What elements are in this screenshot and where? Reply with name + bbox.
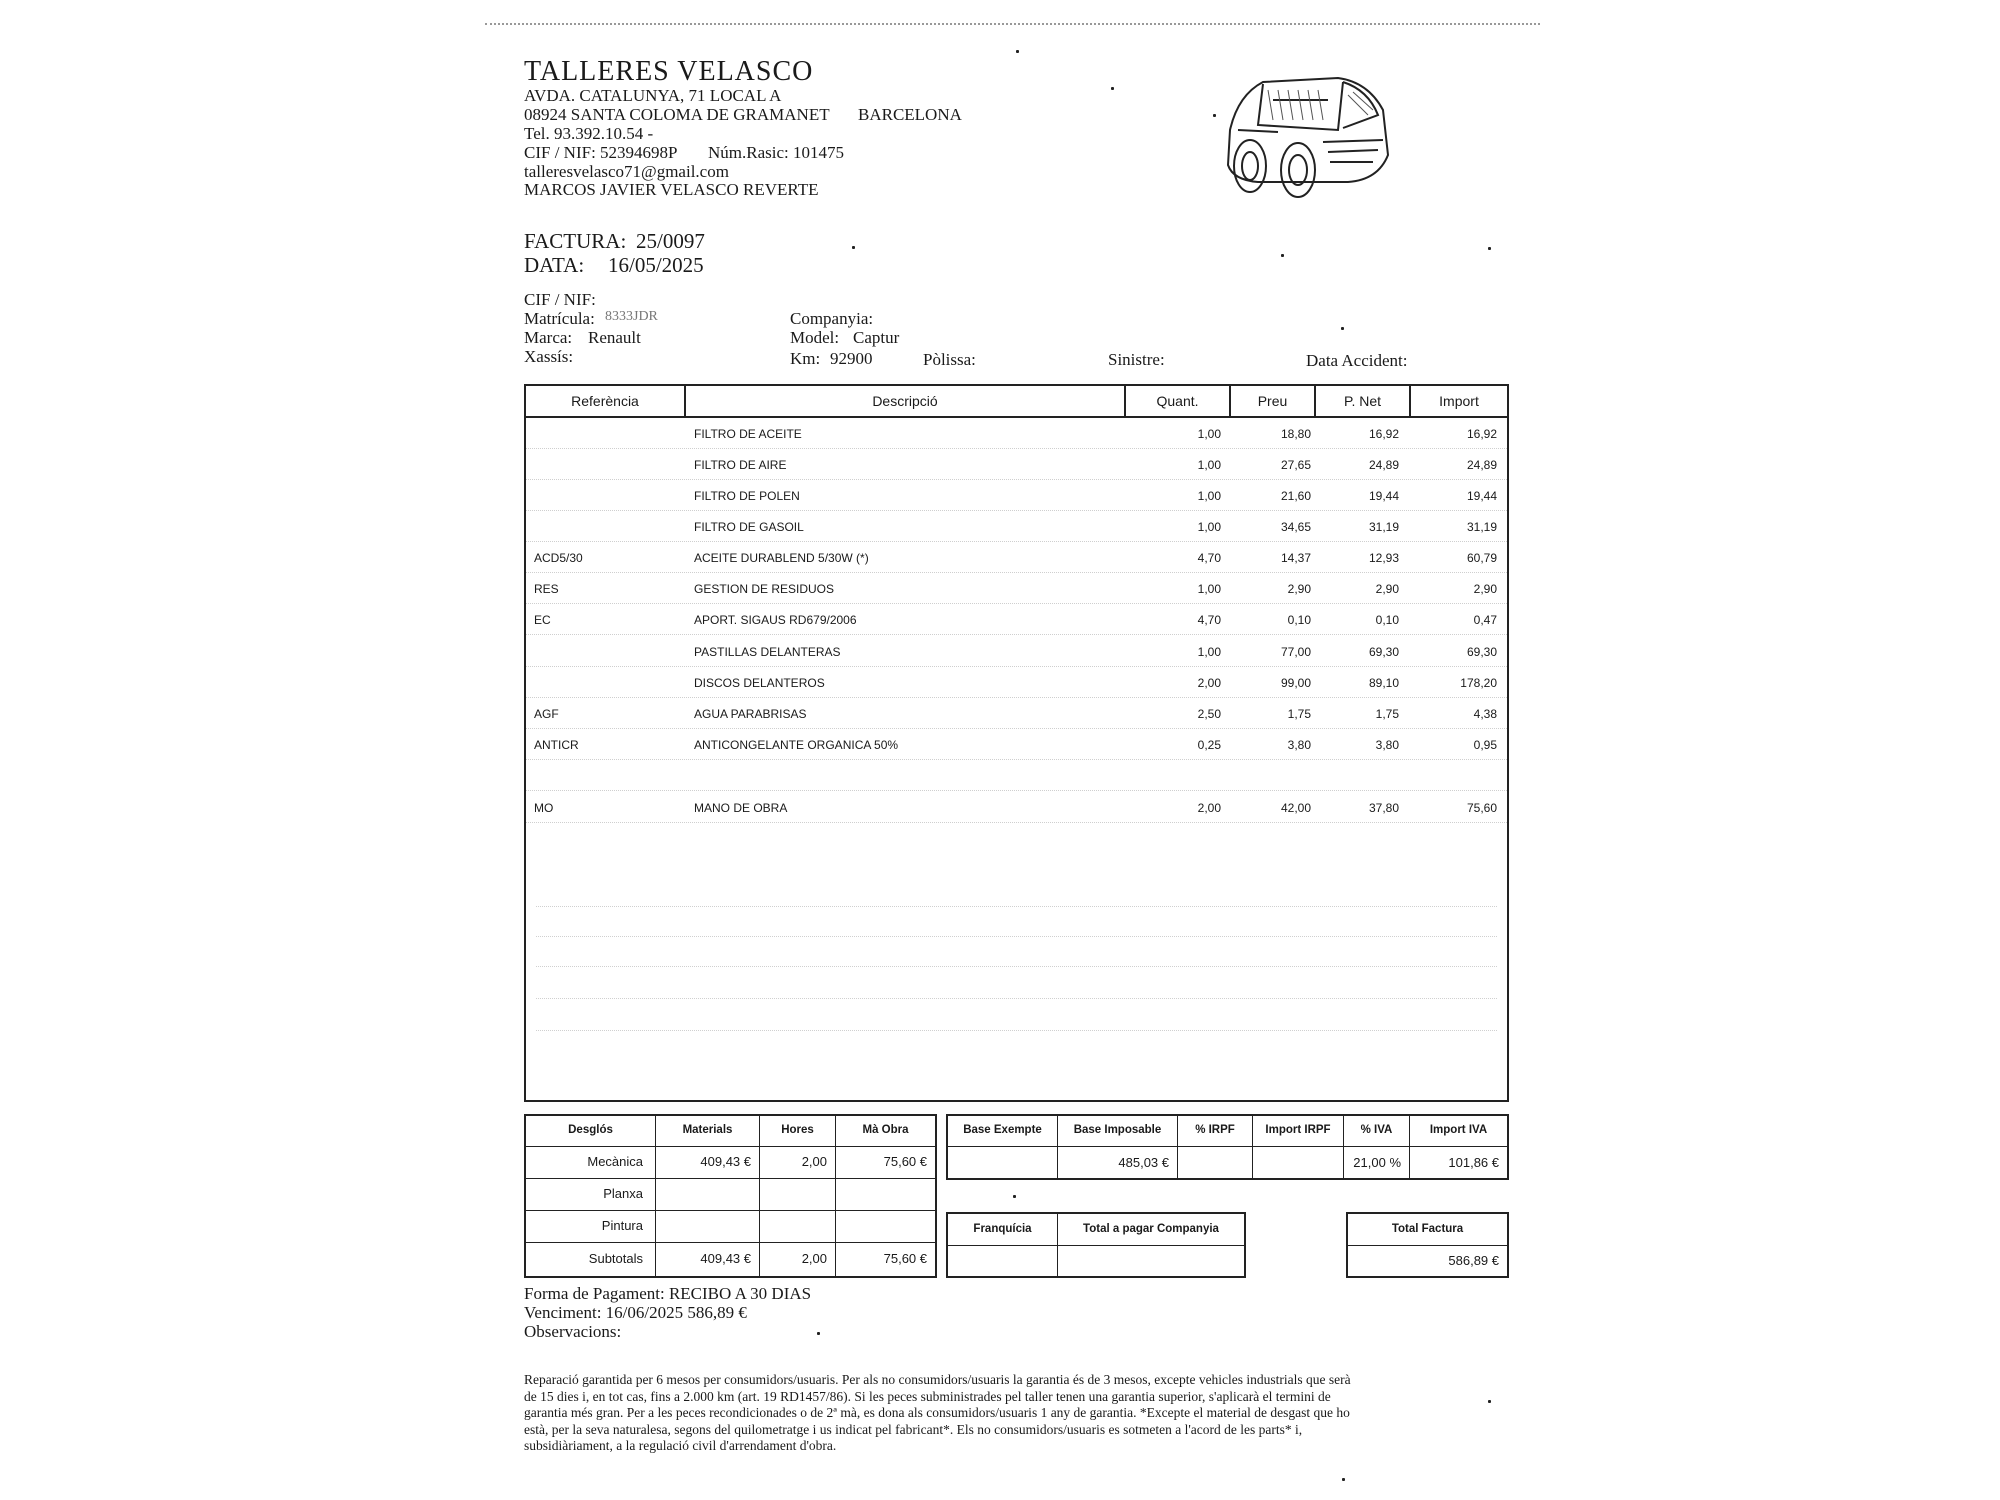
row-price: 77,00 <box>1280 645 1311 659</box>
row-price: 2,90 <box>1287 582 1311 596</box>
breakdown-materials: 409,43 € <box>656 1147 760 1179</box>
tax-table <box>946 1114 1509 1180</box>
table-row <box>526 515 1507 542</box>
observacions: Observacions: <box>524 1322 622 1341</box>
row-net-price: 37,80 <box>1368 801 1399 815</box>
row-price: 18,80 <box>1280 427 1311 441</box>
row-import: 2,90 <box>1473 582 1497 596</box>
row-description: GESTION DE RESIDUOS <box>694 582 835 596</box>
table-row <box>526 546 1507 573</box>
franquicia-header: Franquícia <box>948 1214 1058 1246</box>
row-quantity: 4,70 <box>1197 613 1221 627</box>
row-import: 178,20 <box>1460 676 1497 690</box>
row-description: FILTRO DE POLEN <box>694 489 800 503</box>
irpf-percent-value <box>1178 1147 1253 1178</box>
irpf-percent-header: % IRPF <box>1178 1116 1253 1147</box>
breakdown-label: Subtotals <box>526 1243 656 1276</box>
row-import: 24,89 <box>1466 458 1497 472</box>
col-quant: Quant. <box>1126 386 1231 416</box>
row-description: AGUA PARABRISAS <box>694 707 807 721</box>
row-quantity: 2,50 <box>1197 707 1221 721</box>
row-net-price: 12,93 <box>1368 551 1399 565</box>
row-price: 27,65 <box>1280 458 1311 472</box>
row-import: 31,19 <box>1466 520 1497 534</box>
model-label: Model: <box>790 328 840 347</box>
row-quantity: 1,00 <box>1197 489 1221 503</box>
row-ref: RES <box>534 582 559 596</box>
import-iva-header: Import IVA <box>1410 1116 1507 1147</box>
col-descripcio: Descripció <box>686 386 1126 416</box>
col-preu: Preu <box>1231 386 1316 416</box>
col-import: Import <box>1439 393 1479 409</box>
hores-header: Hores <box>760 1116 836 1147</box>
row-description: ANTICONGELANTE ORGANICA 50% <box>694 738 899 752</box>
row-price: 0,10 <box>1287 613 1311 627</box>
franquicia-value <box>948 1246 1058 1276</box>
row-net-price: 19,44 <box>1368 489 1399 503</box>
company-rasic: Núm.Rasic: 101475 <box>708 143 844 162</box>
scan-speck <box>1111 87 1114 90</box>
invoice-date: 16/05/2025 <box>608 253 704 277</box>
col-pnet: P. Net <box>1316 386 1411 416</box>
row-description: FILTRO DE GASOIL <box>694 520 804 534</box>
row-description: MANO DE OBRA <box>694 801 788 815</box>
company-name: TALLERES VELASCO <box>524 56 814 87</box>
breakdown-ma-obra <box>836 1179 935 1211</box>
model-value: Captur <box>853 328 900 347</box>
factura-label: FACTURA: <box>524 229 627 253</box>
marca-value: Renault <box>588 328 641 347</box>
breakdown-label: Pintura <box>526 1211 656 1243</box>
row-price: 42,00 <box>1280 801 1311 815</box>
items-table-header <box>526 386 1507 418</box>
row-price: 3,80 <box>1287 738 1311 752</box>
company-nif: CIF / NIF: 52394698P <box>524 143 678 162</box>
row-price: 1,75 <box>1287 707 1311 721</box>
empty-line <box>536 1030 1497 1031</box>
breakdown-table <box>524 1114 937 1278</box>
matricula-value: 8333JDR <box>605 309 658 324</box>
items-table <box>524 384 1509 1102</box>
company-postal: 08924 SANTA COLOMA DE GRAMANET <box>524 105 830 124</box>
materials-header: Materials <box>656 1116 760 1147</box>
franquicia-table <box>946 1212 1246 1278</box>
row-price: 14,37 <box>1280 551 1311 565</box>
table-row <box>526 796 1507 823</box>
row-import: 0,47 <box>1473 613 1497 627</box>
row-ref: AGF <box>534 707 559 721</box>
row-quantity: 1,00 <box>1197 645 1221 659</box>
row-import: 0,95 <box>1473 738 1497 752</box>
breakdown-hores <box>760 1211 836 1243</box>
row-net-price: 16,92 <box>1368 427 1399 441</box>
iva-percent-header: % IVA <box>1344 1116 1410 1147</box>
companyia-label: Companyia: <box>790 309 874 328</box>
data-label: DATA: <box>524 253 585 277</box>
scan-speck <box>1281 254 1284 257</box>
breakdown-label: Planxa <box>526 1179 656 1211</box>
row-quantity: 1,00 <box>1197 582 1221 596</box>
breakdown-materials: 409,43 € <box>656 1243 760 1276</box>
table-row <box>526 702 1507 729</box>
import-irpf-value <box>1253 1147 1344 1178</box>
breakdown-hores <box>760 1179 836 1211</box>
company-city: BARCELONA <box>858 105 962 124</box>
row-quantity: 0,25 <box>1197 738 1221 752</box>
row-net-price: 0,10 <box>1375 613 1399 627</box>
desglos-header: Desglós <box>526 1116 656 1147</box>
row-price: 99,00 <box>1280 676 1311 690</box>
breakdown-ma-obra: 75,60 € <box>883 1251 927 1266</box>
row-quantity: 2,00 <box>1197 676 1221 690</box>
scan-speck <box>1341 327 1344 330</box>
row-ref: EC <box>534 613 551 627</box>
row-ref: ANTICR <box>534 738 579 752</box>
xassis-label: Xassís: <box>524 347 574 366</box>
empty-line <box>536 966 1497 967</box>
row-quantity: 1,00 <box>1197 427 1221 441</box>
scan-speck <box>852 246 855 249</box>
table-row <box>526 484 1507 511</box>
breakdown-label: Mecànica <box>526 1147 656 1179</box>
scan-speck <box>1488 1400 1491 1403</box>
scan-speck <box>1016 50 1019 53</box>
sinistre-label: Sinistre: <box>1108 350 1165 369</box>
venciment: Venciment: 16/06/2025 586,89 € <box>524 1303 747 1322</box>
total-companyia-value <box>1058 1246 1244 1276</box>
scan-speck <box>1213 114 1216 117</box>
table-row <box>526 764 1507 791</box>
row-ref: MO <box>534 801 554 815</box>
marca-label: Marca: <box>524 328 573 347</box>
row-quantity: 1,00 <box>1197 520 1221 534</box>
table-row <box>526 422 1507 449</box>
factura-number: 25/0097 <box>636 229 705 253</box>
row-description: DISCOS DELANTEROS <box>694 676 825 690</box>
total-companyia-header: Total a pagar Companyia <box>1058 1214 1244 1246</box>
table-row <box>526 577 1507 604</box>
row-description: PASTILLAS DELANTERAS <box>694 645 841 659</box>
table-row <box>526 640 1507 667</box>
import-iva-value: 101,86 € <box>1448 1155 1499 1170</box>
company-address: AVDA. CATALUNYA, 71 LOCAL A <box>524 86 782 105</box>
cif-label: CIF / NIF: <box>524 290 596 309</box>
car-logo-icon <box>1218 70 1398 205</box>
row-quantity: 1,00 <box>1197 458 1221 472</box>
empty-line <box>536 936 1497 937</box>
scan-speck <box>1342 1478 1345 1481</box>
row-quantity: 4,70 <box>1197 551 1221 565</box>
base-imposable-header: Base Imposable <box>1058 1116 1178 1147</box>
breakdown-materials <box>656 1211 760 1243</box>
row-price: 21,60 <box>1280 489 1311 503</box>
total-factura-value: 586,89 € <box>1448 1253 1499 1268</box>
polissa-label: Pòlissa: <box>923 350 976 369</box>
empty-line <box>536 998 1497 999</box>
forma-pagament: Forma de Pagament: RECIBO A 30 DIAS <box>524 1284 812 1303</box>
company-email: talleresvelasco71@gmail.com <box>524 162 729 181</box>
row-net-price: 3,80 <box>1375 738 1399 752</box>
row-description: APORT. SIGAUS RD679/2006 <box>694 613 857 627</box>
row-description: FILTRO DE AIRE <box>694 458 787 472</box>
matricula-label: Matrícula: <box>524 309 595 328</box>
row-import: 19,44 <box>1466 489 1497 503</box>
row-quantity: 2,00 <box>1197 801 1221 815</box>
iva-percent-value: 21,00 % <box>1344 1147 1410 1178</box>
data-accident-label: Data Accident: <box>1306 351 1408 370</box>
warranty-footer: Reparació garantida per 6 mesos per consumidors/usuaris. Per als no consumidors/usuaris la garantia és de 3 mesos, excepte vehicles industrials que serà de 15 dies i, en tot cas, fins a 2.000 km (art. 19 RD1457/86). Si les peces subministrades pel taller tenen una garantia superior, s'aplicarà el termini de garantia més gran. Per a les peces recondicionades o de 2ª mà, es dona als consumidors/usuaris 1 any de garantia. *Excepte el material de desgast que ho està, per la seva naturalesa, segons del quilometratge i us indicat pel fabricant*. Els no consumidors/usuaris es sotmeten a l'acord de les parts* i, subsidiàriament, a la regulació civil d'arrendament d'obra. <box>524 1372 1351 1453</box>
breakdown-ma-obra <box>836 1211 935 1243</box>
col-referencia: Referència <box>526 386 686 416</box>
row-ref: ACD5/30 <box>534 551 583 565</box>
table-row <box>526 453 1507 480</box>
table-row <box>526 671 1507 698</box>
row-import: 16,92 <box>1466 427 1497 441</box>
base-exempte-value <box>948 1147 1058 1178</box>
company-owner: MARCOS JAVIER VELASCO REVERTE <box>524 180 819 199</box>
row-import: 75,60 <box>1466 801 1497 815</box>
breakdown-hores: 2,00 <box>760 1147 836 1179</box>
import-irpf-header: Import IRPF <box>1253 1116 1344 1147</box>
scan-speck <box>1488 247 1491 250</box>
row-net-price: 24,89 <box>1368 458 1399 472</box>
table-row <box>526 733 1507 760</box>
km-label: Km: <box>790 349 821 368</box>
row-import: 60,79 <box>1466 551 1497 565</box>
breakdown-materials <box>656 1179 760 1211</box>
row-description: ACEITE DURABLEND 5/30W (*) <box>694 551 869 565</box>
row-import: 4,38 <box>1473 707 1497 721</box>
total-factura-table <box>1346 1212 1509 1278</box>
row-import: 69,30 <box>1466 645 1497 659</box>
base-exempte-header: Base Exempte <box>948 1116 1058 1147</box>
km-value: 92900 <box>830 349 873 368</box>
row-net-price: 1,75 <box>1375 707 1399 721</box>
row-net-price: 89,10 <box>1368 676 1399 690</box>
row-price: 34,65 <box>1280 520 1311 534</box>
breakdown-hores: 2,00 <box>760 1243 836 1276</box>
top-dotted-rule <box>485 23 1540 25</box>
row-description: FILTRO DE ACEITE <box>694 427 802 441</box>
ma-obra-header: Mà Obra <box>836 1116 935 1147</box>
row-net-price: 69,30 <box>1368 645 1399 659</box>
table-row <box>526 608 1507 635</box>
empty-line <box>536 906 1497 907</box>
company-phone: Tel. 93.392.10.54 - <box>524 124 654 143</box>
total-factura-label: Total Factura <box>1348 1214 1507 1246</box>
scan-speck <box>817 1332 820 1335</box>
row-net-price: 31,19 <box>1368 520 1399 534</box>
scan-speck <box>1013 1195 1016 1198</box>
breakdown-ma-obra: 75,60 € <box>836 1147 935 1179</box>
base-imposable-value: 485,03 € <box>1058 1147 1178 1178</box>
row-net-price: 2,90 <box>1375 582 1399 596</box>
